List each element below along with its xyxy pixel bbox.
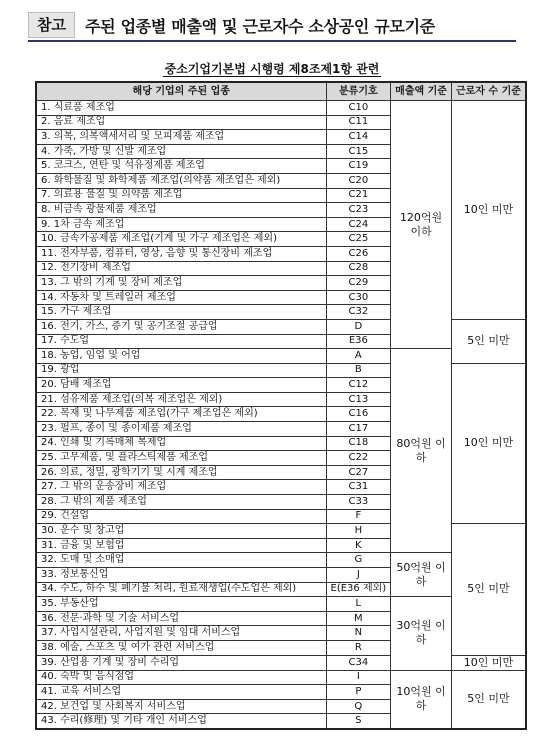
code-cell: C32 [326,305,391,320]
industry-cell: 22. 목재 및 나무제품 제조업(가구 제조업은 제외) [36,407,326,422]
employee-threshold-cell: 5인 미만 [451,319,525,363]
page-title: 주된 업종별 매출액 및 근로자수 소상공인 규모기준 [84,16,435,36]
code-cell: C34 [326,655,391,670]
header-industry: 해당 기업의 주된 업종 [36,82,326,101]
table-row [36,319,526,334]
industry-cell: 27. 그 밖의 운송장비 제조업 [36,480,326,495]
code-cell: I [326,670,391,685]
table-row [36,524,526,539]
industry-cell: 40. 숙박 및 음식점업 [36,670,326,685]
size-criteria-table [35,81,527,730]
code-cell: C17 [326,422,391,437]
industry-cell: 35. 부동산업 [36,597,326,612]
industry-cell: 39. 산업용 기계 및 장비 수리업 [36,655,326,670]
page-header [28,10,516,42]
industry-cell: 10. 금속가공제품 제조업(기계 및 가구 제조업은 제외) [36,232,326,247]
industry-cell: 8. 비금속 광물제품 제조업 [36,203,326,218]
industry-cell: 21. 섬유제품 제조업(의복 제조업은 제외) [36,392,326,407]
industry-cell: 13. 그 밖의 기계 및 장비 제조업 [36,276,326,291]
code-cell: C25 [326,232,391,247]
code-cell: C31 [326,480,391,495]
code-cell: C24 [326,217,391,232]
industry-cell: 19. 광업 [36,363,326,378]
industry-cell: 11. 전자부품, 컴퓨터, 영상, 음향 및 통신장비 제조업 [36,246,326,261]
industry-cell: 17. 수도업 [36,334,326,349]
industry-cell: 34. 수도, 하수 및 폐기물 처리, 원료재생업(수도업은 제외) [36,582,326,597]
industry-cell: 37. 사업시설관리, 사업지원 및 임대 서비스업 [36,626,326,641]
code-cell: Q [326,699,391,714]
code-cell: N [326,626,391,641]
code-cell: F [326,509,391,524]
code-cell: D [326,319,391,334]
sales-threshold-cell: 80억원 이하 [391,349,452,553]
employee-threshold-cell: 10인 미만 [451,655,525,670]
code-cell: C19 [326,159,391,174]
industry-cell: 41. 교육 서비스업 [36,685,326,700]
industry-cell: 25. 고무제품, 및 플라스틱제품 제조업 [36,451,326,466]
industry-cell: 2. 음료 제조업 [36,115,326,130]
industry-cell: 4. 가죽, 가방 및 신발 제조업 [36,144,326,159]
code-cell: C14 [326,130,391,145]
subtitle-text: 중소기업기본법 시행령 제8조제1항 관련 [164,62,380,76]
industry-cell: 42. 보건업 및 사회복지 서비스업 [36,699,326,714]
sales-threshold-cell: 10억원 이하 [391,670,452,729]
code-cell: L [326,597,391,612]
code-cell: C33 [326,495,391,510]
code-cell: C15 [326,144,391,159]
industry-cell: 28. 그 밖의 제품 제조업 [36,495,326,510]
industry-cell: 6. 화학물질 및 화학제품 제조업(의약품 제조업은 제외) [36,173,326,188]
industry-cell: 12. 전기장비 제조업 [36,261,326,276]
code-cell: C13 [326,392,391,407]
header-employees: 근로자 수 기준 [451,82,525,101]
industry-cell: 26. 의료, 정밀, 광학기기 및 시계 제조업 [36,465,326,480]
industry-cell: 24. 인쇄 및 기록매체 복제업 [36,436,326,451]
table-subtitle [0,60,544,77]
industry-cell: 1. 식료품 제조업 [36,101,326,116]
industry-cell: 29. 건설업 [36,509,326,524]
code-cell: H [326,524,391,539]
industry-cell: 20. 담배 제조업 [36,378,326,393]
header-code: 분류기호 [326,82,391,101]
employee-threshold-cell: 5인 미만 [451,670,525,729]
industry-cell: 9. 1차 금속 제조업 [36,217,326,232]
industry-cell: 30. 운수 및 창고업 [36,524,326,539]
sales-threshold-cell: 120억원 이하 [391,101,452,349]
industry-cell: 15. 가구 제조업 [36,305,326,320]
code-cell: C16 [326,407,391,422]
code-cell: C11 [326,115,391,130]
industry-cell: 14. 자동차 및 트레일러 제조업 [36,290,326,305]
code-cell: E36 [326,334,391,349]
table-header-row [36,82,526,101]
table-row [36,655,526,670]
industry-cell: 32. 도매 및 소매업 [36,553,326,568]
code-cell: G [326,553,391,568]
code-cell: C26 [326,246,391,261]
sales-threshold-cell: 50억원 이하 [391,553,452,597]
industry-cell: 18. 농업, 임업 및 어업 [36,349,326,364]
industry-cell: 36. 전문·과학 및 기술 서비스업 [36,611,326,626]
code-cell: S [326,714,391,729]
code-cell: C10 [326,101,391,116]
code-cell: C28 [326,261,391,276]
industry-cell: 43. 수리(修理) 및 기타 개인 서비스업 [36,714,326,729]
reference-badge: 참고 [28,12,75,38]
code-cell: C20 [326,173,391,188]
code-cell: C12 [326,378,391,393]
code-cell: C23 [326,203,391,218]
code-cell: C29 [326,276,391,291]
code-cell: C22 [326,451,391,466]
code-cell: B [326,363,391,378]
code-cell: A [326,349,391,364]
code-cell: J [326,568,391,583]
industry-cell: 38. 예술, 스포츠 및 여가 관련 서비스업 [36,640,326,655]
employee-threshold-cell: 10인 미만 [451,101,525,320]
table-row [36,101,526,116]
table-body [36,101,526,729]
code-cell: C30 [326,290,391,305]
table-row [36,363,526,378]
code-cell: E(E36 제외) [326,582,391,597]
industry-cell: 16. 전기, 가스, 증기 및 공기조절 공급업 [36,319,326,334]
sales-threshold-cell: 30억원 이하 [391,597,452,670]
employee-threshold-cell: 10인 미만 [451,363,525,524]
industry-cell: 3. 의복, 의복액세서리 및 모피제품 제조업 [36,130,326,145]
code-cell: C18 [326,436,391,451]
industry-cell: 33. 정보통신업 [36,568,326,583]
industry-cell: 31. 금융 및 보험업 [36,538,326,553]
code-cell: P [326,685,391,700]
code-cell: R [326,640,391,655]
industry-cell: 23. 펄프, 종이 및 종이제품 제조업 [36,422,326,437]
table-row [36,670,526,685]
code-cell: M [326,611,391,626]
code-cell: K [326,538,391,553]
industry-cell: 7. 의료용 물질 및 의약품 제조업 [36,188,326,203]
header-sales: 매출액 기준 [391,82,452,101]
code-cell: C27 [326,465,391,480]
employee-threshold-cell: 5인 미만 [451,524,525,655]
industry-cell: 5. 코크스, 연탄 및 석유정제품 제조업 [36,159,326,174]
code-cell: C21 [326,188,391,203]
